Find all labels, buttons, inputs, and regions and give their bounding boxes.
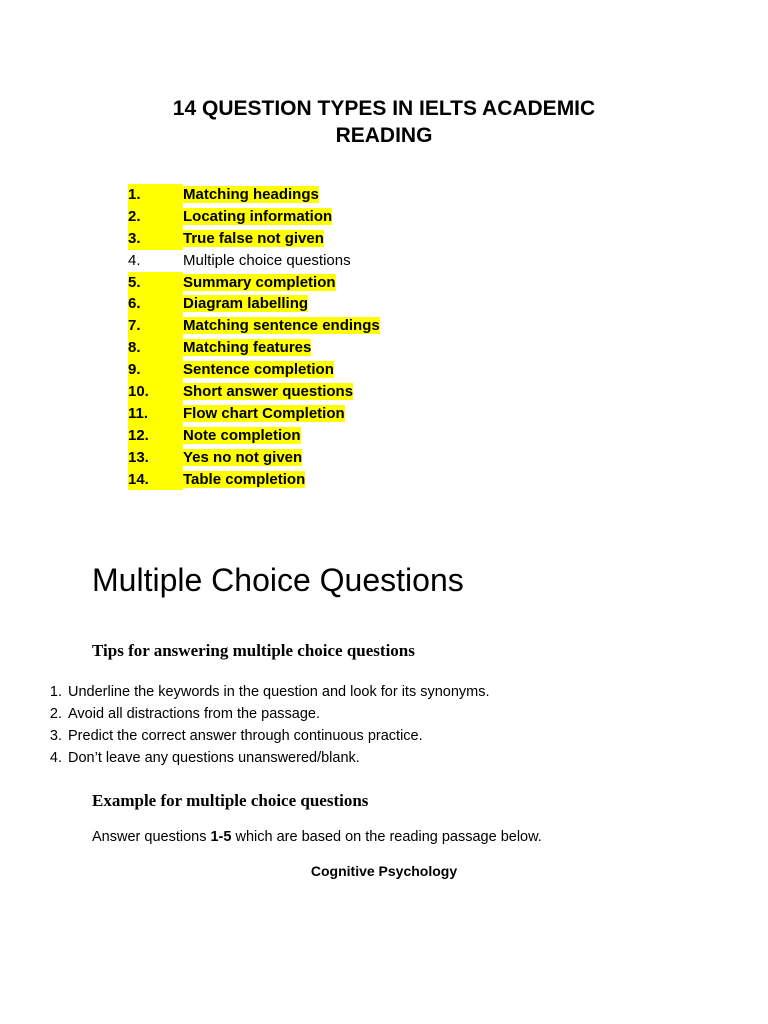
question-type-label: Diagram labelling — [183, 295, 309, 313]
question-type-label: Matching headings — [183, 186, 319, 203]
question-type-number: 7. — [128, 315, 183, 337]
section-heading: Multiple Choice Questions — [92, 562, 464, 598]
tips-heading: Tips for answering multiple choice questions — [92, 641, 415, 660]
question-type-label: True false not given — [183, 229, 324, 247]
question-type-label: Yes no not given — [183, 448, 303, 466]
question-type-label: Locating information — [183, 207, 333, 225]
question-types-list — [128, 184, 380, 490]
question-type-label: Summary completion — [183, 273, 336, 291]
instruction-prefix: Answer questions — [92, 829, 211, 845]
question-type-number: 10. — [128, 381, 183, 403]
question-type-item — [128, 315, 380, 337]
tip-item — [0, 747, 490, 769]
tip-text: Predict the correct answer through continuous practice. — [68, 728, 423, 744]
question-type-number: 13. — [128, 447, 183, 469]
document-title — [0, 95, 768, 149]
question-type-item — [128, 206, 380, 228]
tip-text: Don’t leave any questions unanswered/blank. — [68, 750, 360, 766]
question-type-number: 1. — [128, 184, 183, 206]
tip-item — [0, 703, 490, 725]
question-type-item — [128, 337, 380, 359]
question-type-item — [128, 272, 380, 294]
question-type-number: 4. — [128, 251, 141, 269]
title-line-1: 14 QUESTION TYPES IN IELTS ACADEMIC — [172, 97, 596, 120]
question-type-label: Flow chart Completion — [183, 404, 345, 422]
tip-item — [0, 725, 490, 747]
question-type-item — [128, 293, 380, 315]
instruction-suffix: which are based on the reading passage below. — [231, 829, 542, 845]
tip-text: Underline the keywords in the question and look for its synonyms. — [68, 684, 490, 700]
question-type-label: Note completion — [183, 426, 301, 444]
question-type-number: 9. — [128, 359, 183, 381]
question-type-number: 11. — [128, 403, 183, 425]
question-type-label: Sentence completion — [183, 361, 334, 379]
tip-number: 2. — [49, 706, 62, 722]
question-type-item — [128, 184, 380, 206]
question-type-number: 3. — [128, 228, 183, 250]
instruction-range: 1-5 — [210, 829, 232, 845]
question-type-label: Multiple choice questions — [183, 251, 351, 269]
title-line-2: READING — [335, 124, 433, 147]
passage-title: Cognitive Psychology — [310, 863, 458, 879]
question-type-label: Table completion — [183, 470, 306, 488]
question-type-item — [128, 447, 380, 469]
question-type-label: Matching features — [183, 339, 312, 357]
tip-text: Avoid all distractions from the passage. — [68, 706, 321, 722]
example-heading: Example for multiple choice questions — [92, 791, 369, 810]
question-type-number: 5. — [128, 272, 183, 294]
question-type-number: 8. — [128, 337, 183, 359]
question-type-item — [128, 359, 380, 381]
question-type-label: Short answer questions — [183, 383, 354, 401]
tip-number: 3. — [49, 728, 62, 744]
question-type-item — [128, 425, 380, 447]
question-type-item — [128, 381, 380, 403]
example-instruction — [92, 827, 542, 847]
tip-item — [0, 681, 490, 703]
question-type-item — [128, 250, 380, 272]
question-type-number: 12. — [128, 425, 183, 447]
question-type-item — [128, 403, 380, 425]
question-type-number: 6. — [128, 293, 183, 315]
question-type-number: 2. — [128, 206, 183, 228]
question-type-item — [128, 228, 380, 250]
tips-list — [0, 681, 490, 769]
tip-number: 4. — [49, 750, 62, 766]
question-type-label: Matching sentence endings — [183, 317, 380, 335]
question-type-item — [128, 469, 380, 491]
question-type-number: 14. — [128, 469, 183, 491]
tip-number: 1. — [49, 684, 62, 700]
